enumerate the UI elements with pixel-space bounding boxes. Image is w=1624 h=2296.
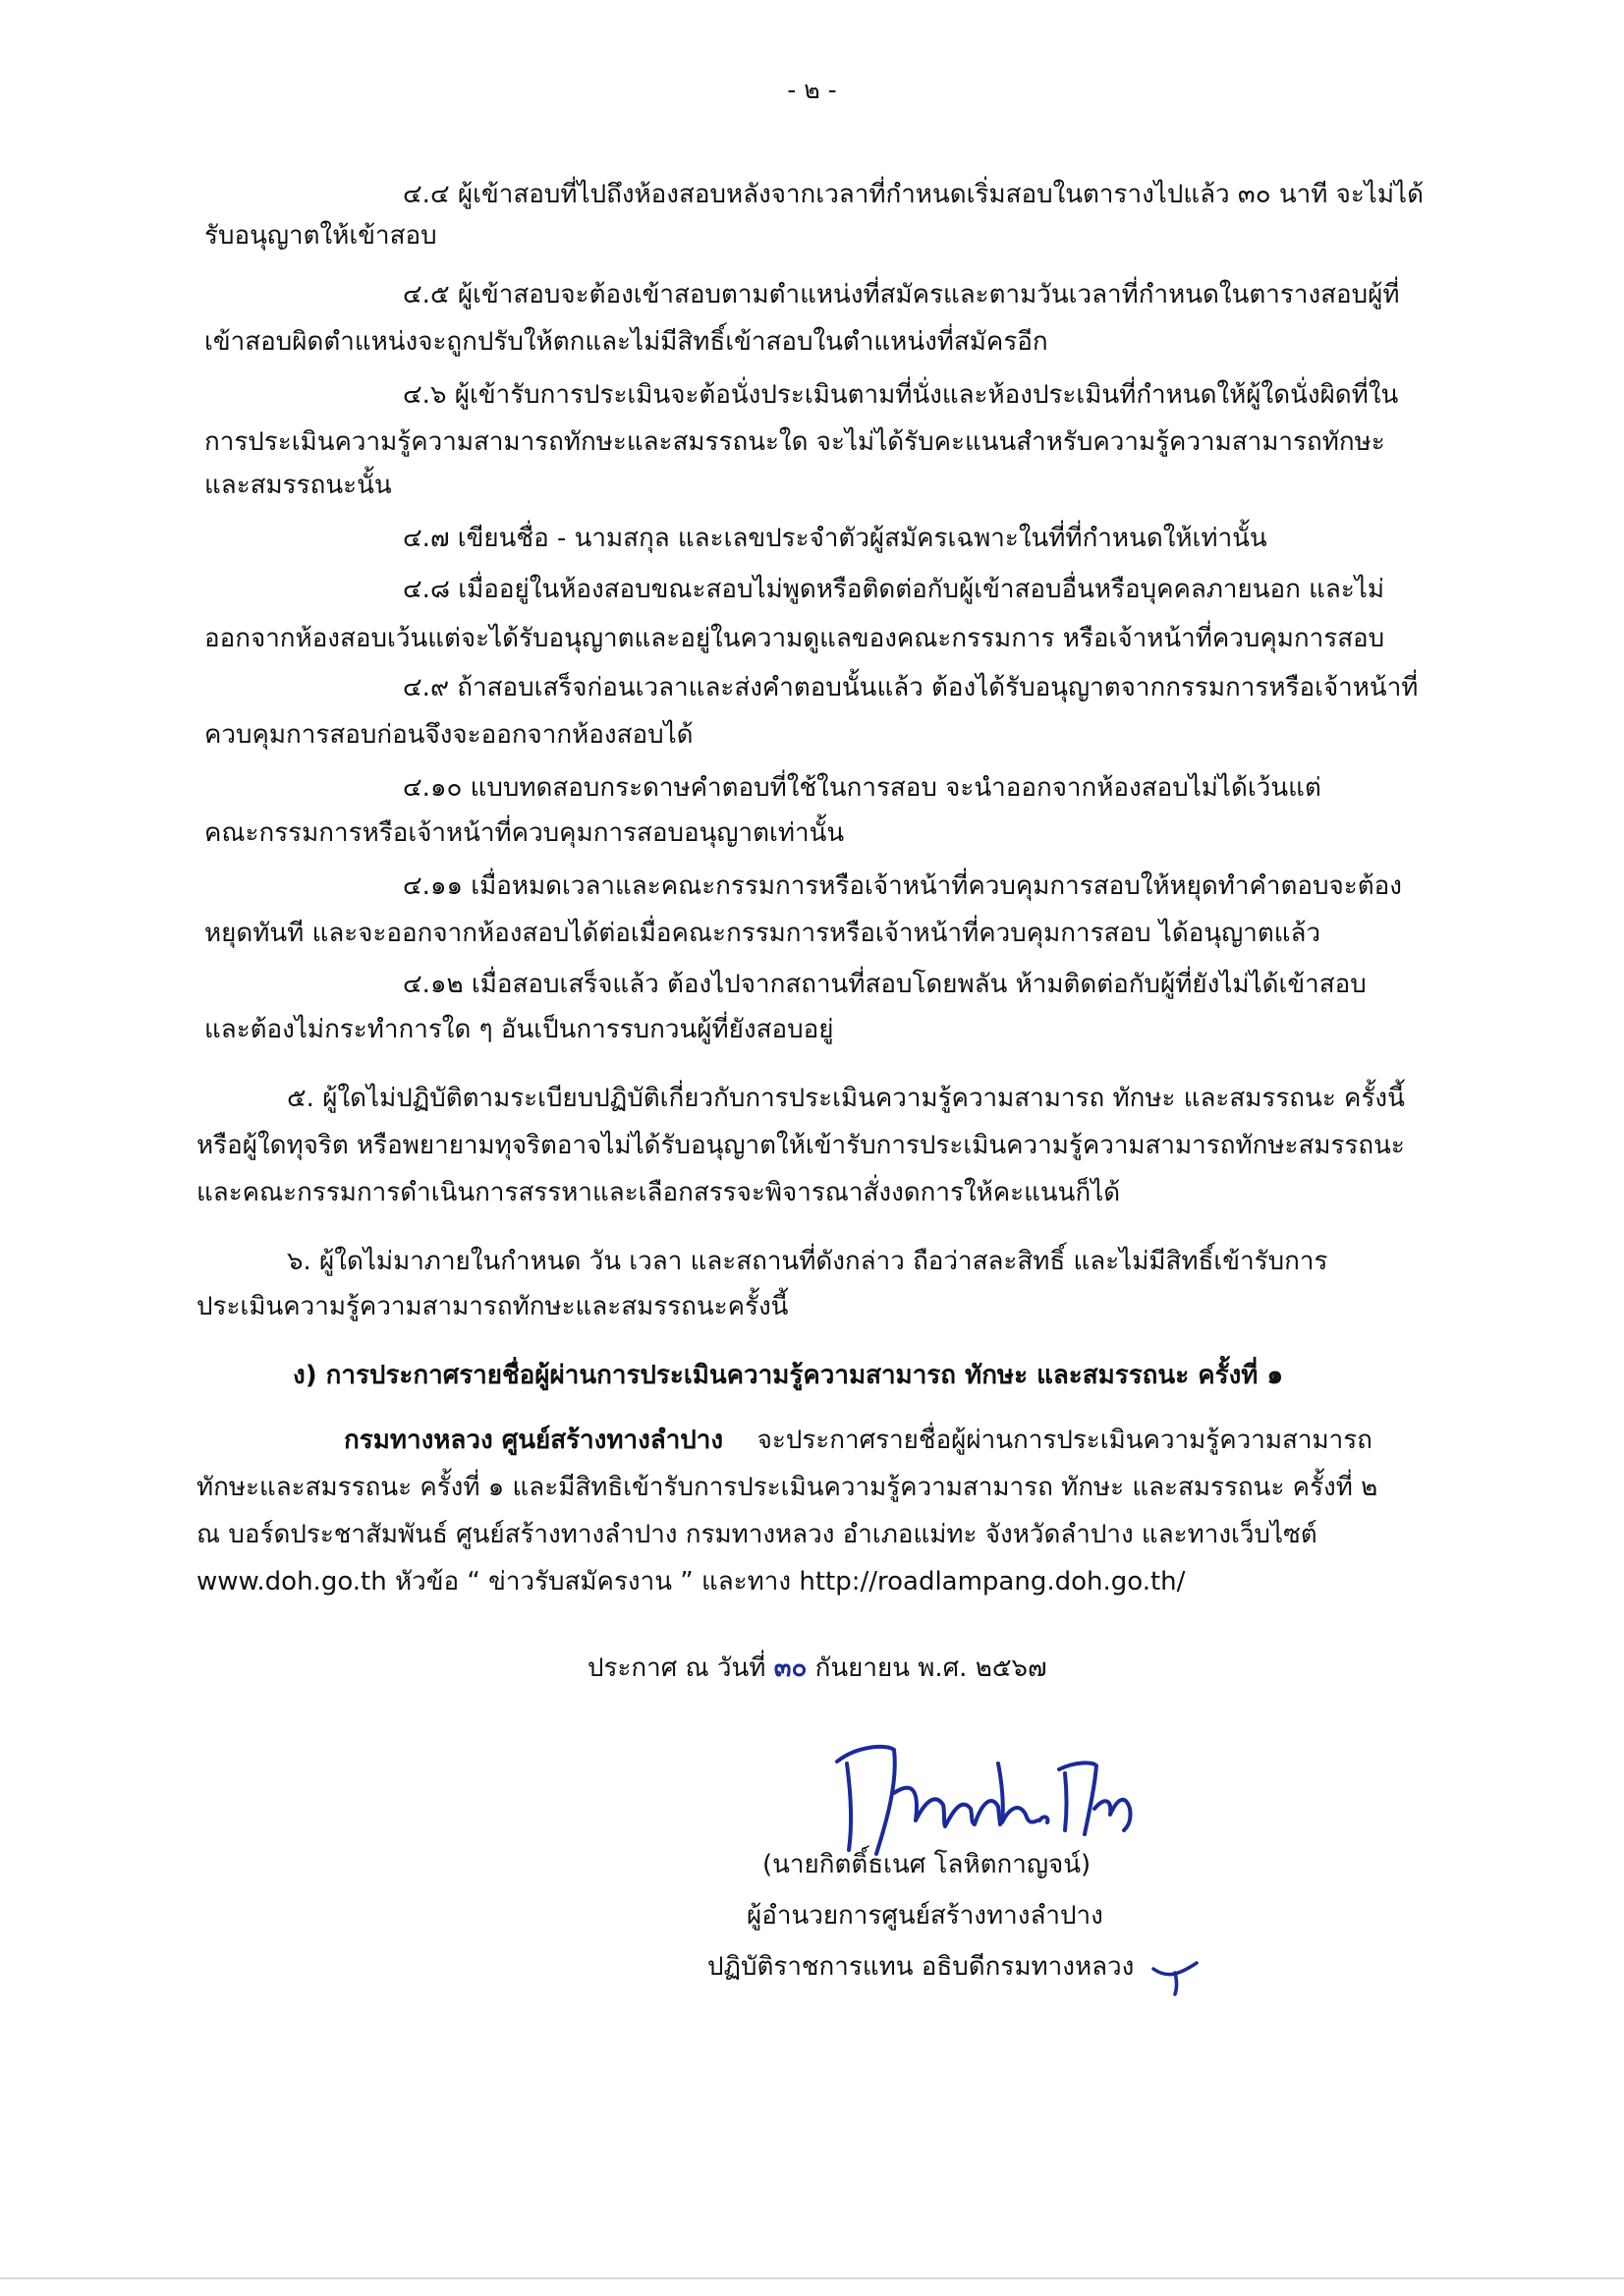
- paragraph-4-10-line-1: ๔.๑๐ แบบทดสอบกระดาษคำตอบที่ใช้ในการสอบ จะนำออกจากห้องสอบไม่ได้เว้นแต่: [403, 773, 1321, 803]
- paragraph-4-6-line-2: การประเมินความรู้ความสามารถทักษะและสมรรถนะใด จะไม่ได้รับคะแนนสำหรับความรู้ความสามารถทักษะ: [204, 427, 1385, 457]
- page-number: - ๒ -: [787, 76, 837, 104]
- paragraph-4-4-line-2: รับอนุญาตให้เข้าสอบ: [204, 221, 437, 251]
- initial-mark: [1149, 1949, 1208, 1998]
- paragraph-4-9-line-1: ๔.๙ ถ้าสอบเสร็จก่อนเวลาและส่งคำตอบนั้นแล้ว ต้องได้รับอนุญาตจากกรรมการหรือเจ้าหน้าที่: [403, 673, 1419, 702]
- paragraph-4-11-line-1: ๔.๑๑ เมื่อหมดเวลาและคณะกรรมการหรือเจ้าหน้าที่ควบคุมการสอบให้หยุดทำคำตอบจะต้อง: [403, 871, 1402, 901]
- signatory-name: (นายกิตติ์ธเนศ โลหิตกาญจน์): [762, 1850, 1092, 1879]
- paragraph-4-4-line-1: ๔.๔ ผู้เข้าสอบที่ไปถึงห้องสอบหลังจากเวลาที่กำหนดเริ่มสอบในตารางไปแล้ว ๓๐ นาที จะไม่ได้: [403, 180, 1424, 209]
- paragraph-4-8-line-2: ออกจากห้องสอบเว้นแต่จะได้รับอนุญาตและอยู่ในความดูแลของคณะกรรมการ หรือเจ้าหน้าที่ควบคุมการสอบ: [204, 624, 1385, 653]
- paragraph-4-12-line-2: และต้องไม่กระทำการใด ๆ อันเป็นการรบกวนผู้ที่ยังสอบอยู่: [204, 1015, 834, 1044]
- paragraph-4-10-line-2: คณะกรรมการหรือเจ้าหน้าที่ควบคุมการสอบอนุญาตเท่านั้น: [204, 818, 845, 848]
- paragraph-5-line-3: และคณะกรรมการดำเนินการสรรหาและเลือกสรรจะพิจารณาสั่งงดการให้คะแนนก็ได้: [196, 1178, 1121, 1207]
- paragraph-5-line-1: ๕. ผู้ใดไม่ปฏิบัติตามระเบียบปฏิบัติเกี่ยวกับการประเมินความรู้ความสามารถ ทักษะ และสมรรถนะ ครั้งนี้: [287, 1084, 1405, 1113]
- announcement-line-4: www.doh.go.th หัวข้อ “ ข่าวรับสมัครงาน ” และทาง http://roadlampang.doh.go.th/: [196, 1567, 1186, 1596]
- date-suffix: กันยายน พ.ศ. ๒๕๖๗: [814, 1653, 1047, 1683]
- announcement-line-1: [344, 1423, 1372, 1458]
- date-day: ๓๐: [773, 1653, 808, 1683]
- announcement-line-1-text: จะประกาศรายชื่อผู้ผ่านการประเมินความรู้ความสามารถ: [756, 1426, 1372, 1455]
- announcer-name: กรมทางหลวง ศูนย์สร้างทางลำปาง: [344, 1426, 724, 1455]
- section-heading: ง) การประกาศรายชื่อผู้ผ่านการประเมินความรู้ความสามารถ ทักษะ และสมรรถนะ ครั้งที่ ๑: [293, 1361, 1283, 1390]
- paragraph-4-7-line-1: ๔.๗ เขียนชื่อ - นามสกุล และเลขประจำตัวผู้สมัครเฉพาะในที่ที่กำหนดให้เท่านั้น: [403, 524, 1267, 553]
- announcement-date: [588, 1651, 1047, 1686]
- paragraph-6-line-2: ประเมินความรู้ความสามารถทักษะและสมรรถนะครั้งนี้: [196, 1292, 789, 1321]
- paragraph-4-9-line-2: ควบคุมการสอบก่อนจึงจะออกจากห้องสอบได้: [204, 720, 694, 750]
- announcement-line-3: ณ บอร์ดประชาสัมพันธ์ ศูนย์สร้างทางลำปาง กรมทางหลวง อำเภอแม่ทะ จังหวัดลำปาง และทางเว็บไซต์: [196, 1520, 1317, 1549]
- paragraph-4-8-line-1: ๔.๘ เมื่ออยู่ในห้องสอบขณะสอบไม่พูดหรือติดต่อกับผู้เข้าสอบอื่นหรือบุคคลภายนอก และไม่: [403, 575, 1385, 604]
- paragraph-4-5-line-1: ๔.๕ ผู้เข้าสอบจะต้องเข้าสอบตามตำแหน่งที่สมัครและตามวันเวลาที่กำหนดในตารางสอบผู้ที่: [403, 280, 1400, 309]
- date-prefix: ประกาศ ณ วันที่: [588, 1653, 766, 1683]
- paragraph-4-12-line-1: ๔.๑๒ เมื่อสอบเสร็จแล้ว ต้องไปจากสถานที่สอบโดยพลัน ห้ามติดต่อกับผู้ที่ยังไม่ได้เข้าสอบ: [403, 970, 1367, 999]
- signatory-acting-title: ปฏิบัติราชการแทน อธิบดีกรมทางหลวง: [707, 1952, 1135, 1982]
- scan-edge-divider: [0, 2277, 1624, 2279]
- paragraph-5-line-2: หรือผู้ใดทุจริต หรือพยายามทุจริตอาจไม่ได้รับอนุญาตให้เข้ารับการประเมินความรู้ความสามารถทักษะสมรรถนะ: [196, 1131, 1405, 1160]
- signatory-position: ผู้อำนวยการศูนย์สร้างทางลำปาง: [747, 1901, 1103, 1931]
- paragraph-4-5-line-2: เข้าสอบผิดตำแหน่งจะถูกปรับให้ตกและไม่มีสิทธิ์เข้าสอบในตำแหน่งที่สมัครอีก: [204, 327, 1048, 357]
- paragraph-6-line-1: ๖. ผู้ใดไม่มาภายในกำหนด วัน เวลา และสถานที่ดังกล่าว ถือว่าสละสิทธิ์ และไม่มีสิทธิ์เข้ารับการ: [287, 1247, 1328, 1276]
- announcement-line-2: ทักษะและสมรรถนะ ครั้งที่ ๑ และมีสิทธิเข้ารับการประเมินความรู้ความสามารถ ทักษะ และสมรรถนะ ครั้งที่ ๒: [196, 1473, 1378, 1502]
- paragraph-4-6-line-3: และสมรรถนะนั้น: [204, 471, 392, 500]
- paragraph-4-11-line-2: หยุดทันที และจะออกจากห้องสอบได้ต่อเมื่อคณะกรรมการหรือเจ้าหน้าที่ควบคุมการสอบ ได้อนุญาตแล้ว: [204, 919, 1321, 948]
- paragraph-4-6-line-1: ๔.๖ ผู้เข้ารับการประเมินจะต้อนั่งประเมินตามที่นั่งและห้องประเมินที่กำหนดให้ผู้ใดนั่งผิดที่ใน: [403, 380, 1399, 410]
